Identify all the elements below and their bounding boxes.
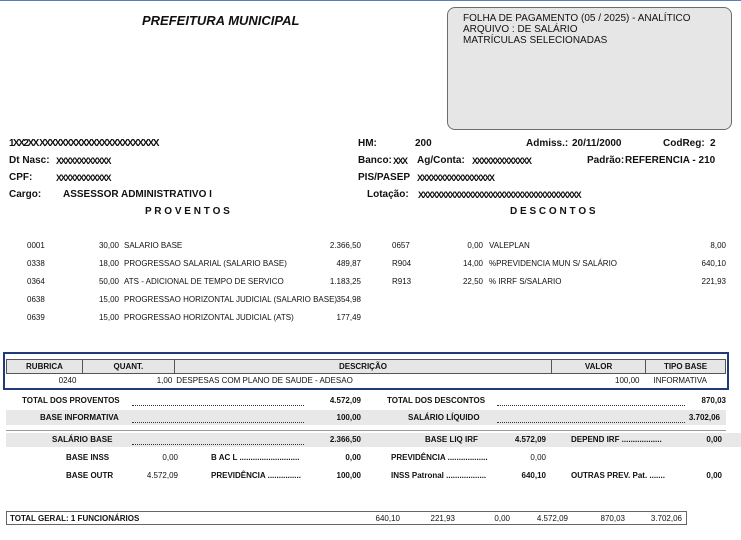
leader-dots — [132, 404, 304, 406]
cpf-label: CPF: — [9, 172, 33, 183]
previdencia-label: PREVIDÊNCIA .................. — [391, 453, 488, 462]
salario-base-label: SALÁRIO BASE — [52, 435, 113, 444]
previdencia-pat-value: 100,00 — [336, 471, 361, 480]
hm-value: 200 — [415, 138, 432, 149]
total-geral-value: 4.572,09 — [536, 514, 568, 523]
dt-nasc-label: Dt Nasc: — [9, 155, 50, 166]
provento-code: 0364 — [27, 277, 45, 286]
valor-col-header: VALOR — [552, 360, 646, 374]
ref-line-3: MATRÍCULAS SELECIONADAS — [463, 35, 608, 46]
desconto-qty: 14,00 — [462, 259, 483, 268]
rubrica-table — [6, 359, 726, 387]
provento-desc: ATS - ADICIONAL DE TEMPO DE SERVICO — [124, 277, 284, 286]
bacl-value: 0,00 — [345, 453, 361, 462]
desconto-desc: %PREVIDENCIA MUN S/ SALÁRIO — [489, 259, 618, 268]
org-title: PREFEITURA MUNICIPAL — [142, 13, 300, 28]
total-geral-label: TOTAL GERAL: 1 FUNCIONÁRIOS — [10, 514, 140, 523]
desconto-code: R913 — [392, 277, 412, 286]
leader-dots — [497, 404, 685, 406]
previdencia-pat-label: PREVIDÊNCIA ............... — [211, 471, 301, 480]
descricao-cell: DESPESAS COM PLANO DE SAUDE - ADESAO — [176, 376, 353, 385]
base-inss-label: BASE INSS — [66, 453, 110, 462]
total-geral-value: 0,00 — [494, 514, 510, 523]
agconta-value: XXXXXXXXXXXXX — [472, 156, 531, 166]
total-geral-value: 221,93 — [430, 514, 455, 523]
bacl-label: B AC L ........................... — [211, 453, 300, 462]
provento-desc: SALARIO BASE — [124, 241, 183, 250]
provento-qty: 15,00 — [98, 295, 119, 304]
base-informativa-label: BASE INFORMATIVA — [40, 413, 119, 422]
codreg-label: CodReg: — [663, 138, 705, 149]
agconta-label: Ag/Conta: — [417, 155, 465, 166]
proventos-title: P R O V E N T O S — [145, 206, 230, 217]
banco-label: Banco: — [358, 155, 392, 166]
divider-line — [6, 430, 726, 431]
table-row — [7, 374, 726, 388]
inss-patronal-label: INSS Patronal .................. — [391, 471, 487, 480]
leader-dots — [132, 443, 304, 445]
total-proventos-label: TOTAL DOS PROVENTOS — [22, 396, 120, 405]
depend-irf-label: DEPEND IRF .................. — [571, 435, 662, 444]
employee-name: 1XX2XX XXXXXXXXXXXXXXXXXXXXXXX — [9, 138, 158, 149]
base-liq-irf-value: 4.572,09 — [514, 435, 546, 444]
provento-desc: PROGRESSAO HORIZONTAL JUDICIAL (SALARIO BASE) — [124, 295, 338, 304]
report-reference-box — [447, 7, 732, 130]
base-informativa-value: 100,00 — [336, 413, 361, 422]
cargo-value: ASSESSOR ADMINISTRATIVO I — [63, 189, 212, 200]
provento-code: 0638 — [27, 295, 45, 304]
provento-code: 0001 — [27, 241, 45, 250]
leader-dots — [132, 421, 304, 423]
lotacao-value: XXXXXXXXXXXXXXXXXXXXXXXXXXXXXXXXXXXX — [418, 190, 581, 200]
rubrica-header-row — [7, 360, 726, 374]
salario-liquido-value: 3.702,06 — [688, 413, 720, 422]
base-outr-value: 4.572,09 — [146, 471, 178, 480]
provento-desc: PROGRESSAO HORIZONTAL JUDICIAL (ATS) — [124, 313, 294, 322]
provento-value: 1.183,25 — [329, 277, 361, 286]
top-border-line — [0, 0, 741, 1]
provento-value: 2.366,50 — [329, 241, 361, 250]
provento-value: 489,87 — [336, 259, 361, 268]
tipo-base-cell: INFORMATIVA — [653, 376, 707, 385]
quant-col-header: QUANT. — [82, 360, 174, 374]
desconto-desc: VALEPLAN — [489, 241, 530, 250]
quant-cell: 1,00 — [156, 376, 173, 385]
desconto-code: 0657 — [392, 241, 410, 250]
admiss-value: 20/11/2000 — [572, 138, 622, 149]
provento-code: 0338 — [27, 259, 45, 268]
pis-label: PIS/PASEP — [358, 172, 411, 183]
total-descontos-value: 870,03 — [701, 396, 726, 405]
provento-qty: 18,00 — [98, 259, 119, 268]
padrao-label: Padrão: — [587, 155, 625, 166]
desconto-qty: 22,50 — [462, 277, 483, 286]
outras-prev-value: 0,00 — [706, 471, 722, 480]
desconto-desc: % IRRF S/SALARIO — [489, 277, 562, 286]
lotacao-label: Lotação: — [367, 189, 409, 200]
provento-qty: 30,00 — [98, 241, 119, 250]
admiss-label: Admiss.: — [526, 138, 569, 149]
valor-cell: 100,00 — [615, 376, 640, 385]
desconto-value: 8,00 — [710, 241, 726, 250]
banco-value: XXX — [393, 156, 407, 166]
descontos-title: D E S C O N T O S — [510, 206, 596, 217]
rubrica-cell: 0240 — [58, 376, 77, 385]
provento-qty: 50,00 — [98, 277, 119, 286]
inss-patronal-value: 640,10 — [521, 471, 546, 480]
desconto-code: R904 — [392, 259, 412, 268]
cpf-value: XXXXXXXXXXXX — [56, 173, 111, 183]
descricao-col-header: DESCRIÇÃO — [174, 360, 551, 374]
desconto-qty: 0,00 — [467, 241, 483, 250]
ref-line-1: FOLHA DE PAGAMENTO (05 / 2025) - ANALÍTICO — [463, 13, 691, 24]
dt-nasc-value: XXXXXXXXXXXX — [56, 156, 111, 166]
desconto-value: 221,93 — [701, 277, 726, 286]
leader-dots — [497, 421, 685, 423]
salario-liquido-label: SALÁRIO LÍQUIDO — [408, 413, 480, 422]
cargo-label: Cargo: — [9, 189, 42, 200]
hm-label: HM: — [358, 138, 377, 149]
desconto-value: 640,10 — [701, 259, 726, 268]
ref-line-2: ARQUIVO : DE SALÁRIO — [463, 24, 578, 35]
provento-value: 177,49 — [336, 313, 361, 322]
outras-prev-label: OUTRAS PREV. Pat. ....... — [571, 471, 665, 480]
provento-desc: PROGRESSAO SALARIAL (SALARIO BASE) — [124, 259, 287, 268]
provento-value: 354,98 — [336, 295, 361, 304]
salario-base-value: 2.366,50 — [329, 435, 361, 444]
total-geral-value: 640,10 — [375, 514, 400, 523]
total-descontos-label: TOTAL DOS DESCONTOS — [387, 396, 486, 405]
pis-value: XXXXXXXXXXXXXXXXX — [417, 173, 494, 183]
base-inss-value: 0,00 — [162, 453, 178, 462]
depend-irf-value: 0,00 — [706, 435, 722, 444]
padrao-value: REFERENCIA - 210 — [625, 155, 716, 166]
total-geral-value: 3.702,06 — [650, 514, 682, 523]
base-outr-label: BASE OUTR — [66, 471, 114, 480]
previdencia-value: 0,00 — [530, 453, 546, 462]
provento-qty: 15,00 — [98, 313, 119, 322]
total-proventos-value: 4.572,09 — [329, 396, 361, 405]
rubrica-col-header: RUBRICA — [7, 360, 83, 374]
provento-code: 0639 — [27, 313, 45, 322]
tipo-base-col-header: TIPO BASE — [646, 360, 726, 374]
base-liq-irf-label: BASE LIQ IRF — [425, 435, 478, 444]
codreg-value: 2 — [710, 138, 716, 149]
total-geral-value: 870,03 — [600, 514, 625, 523]
